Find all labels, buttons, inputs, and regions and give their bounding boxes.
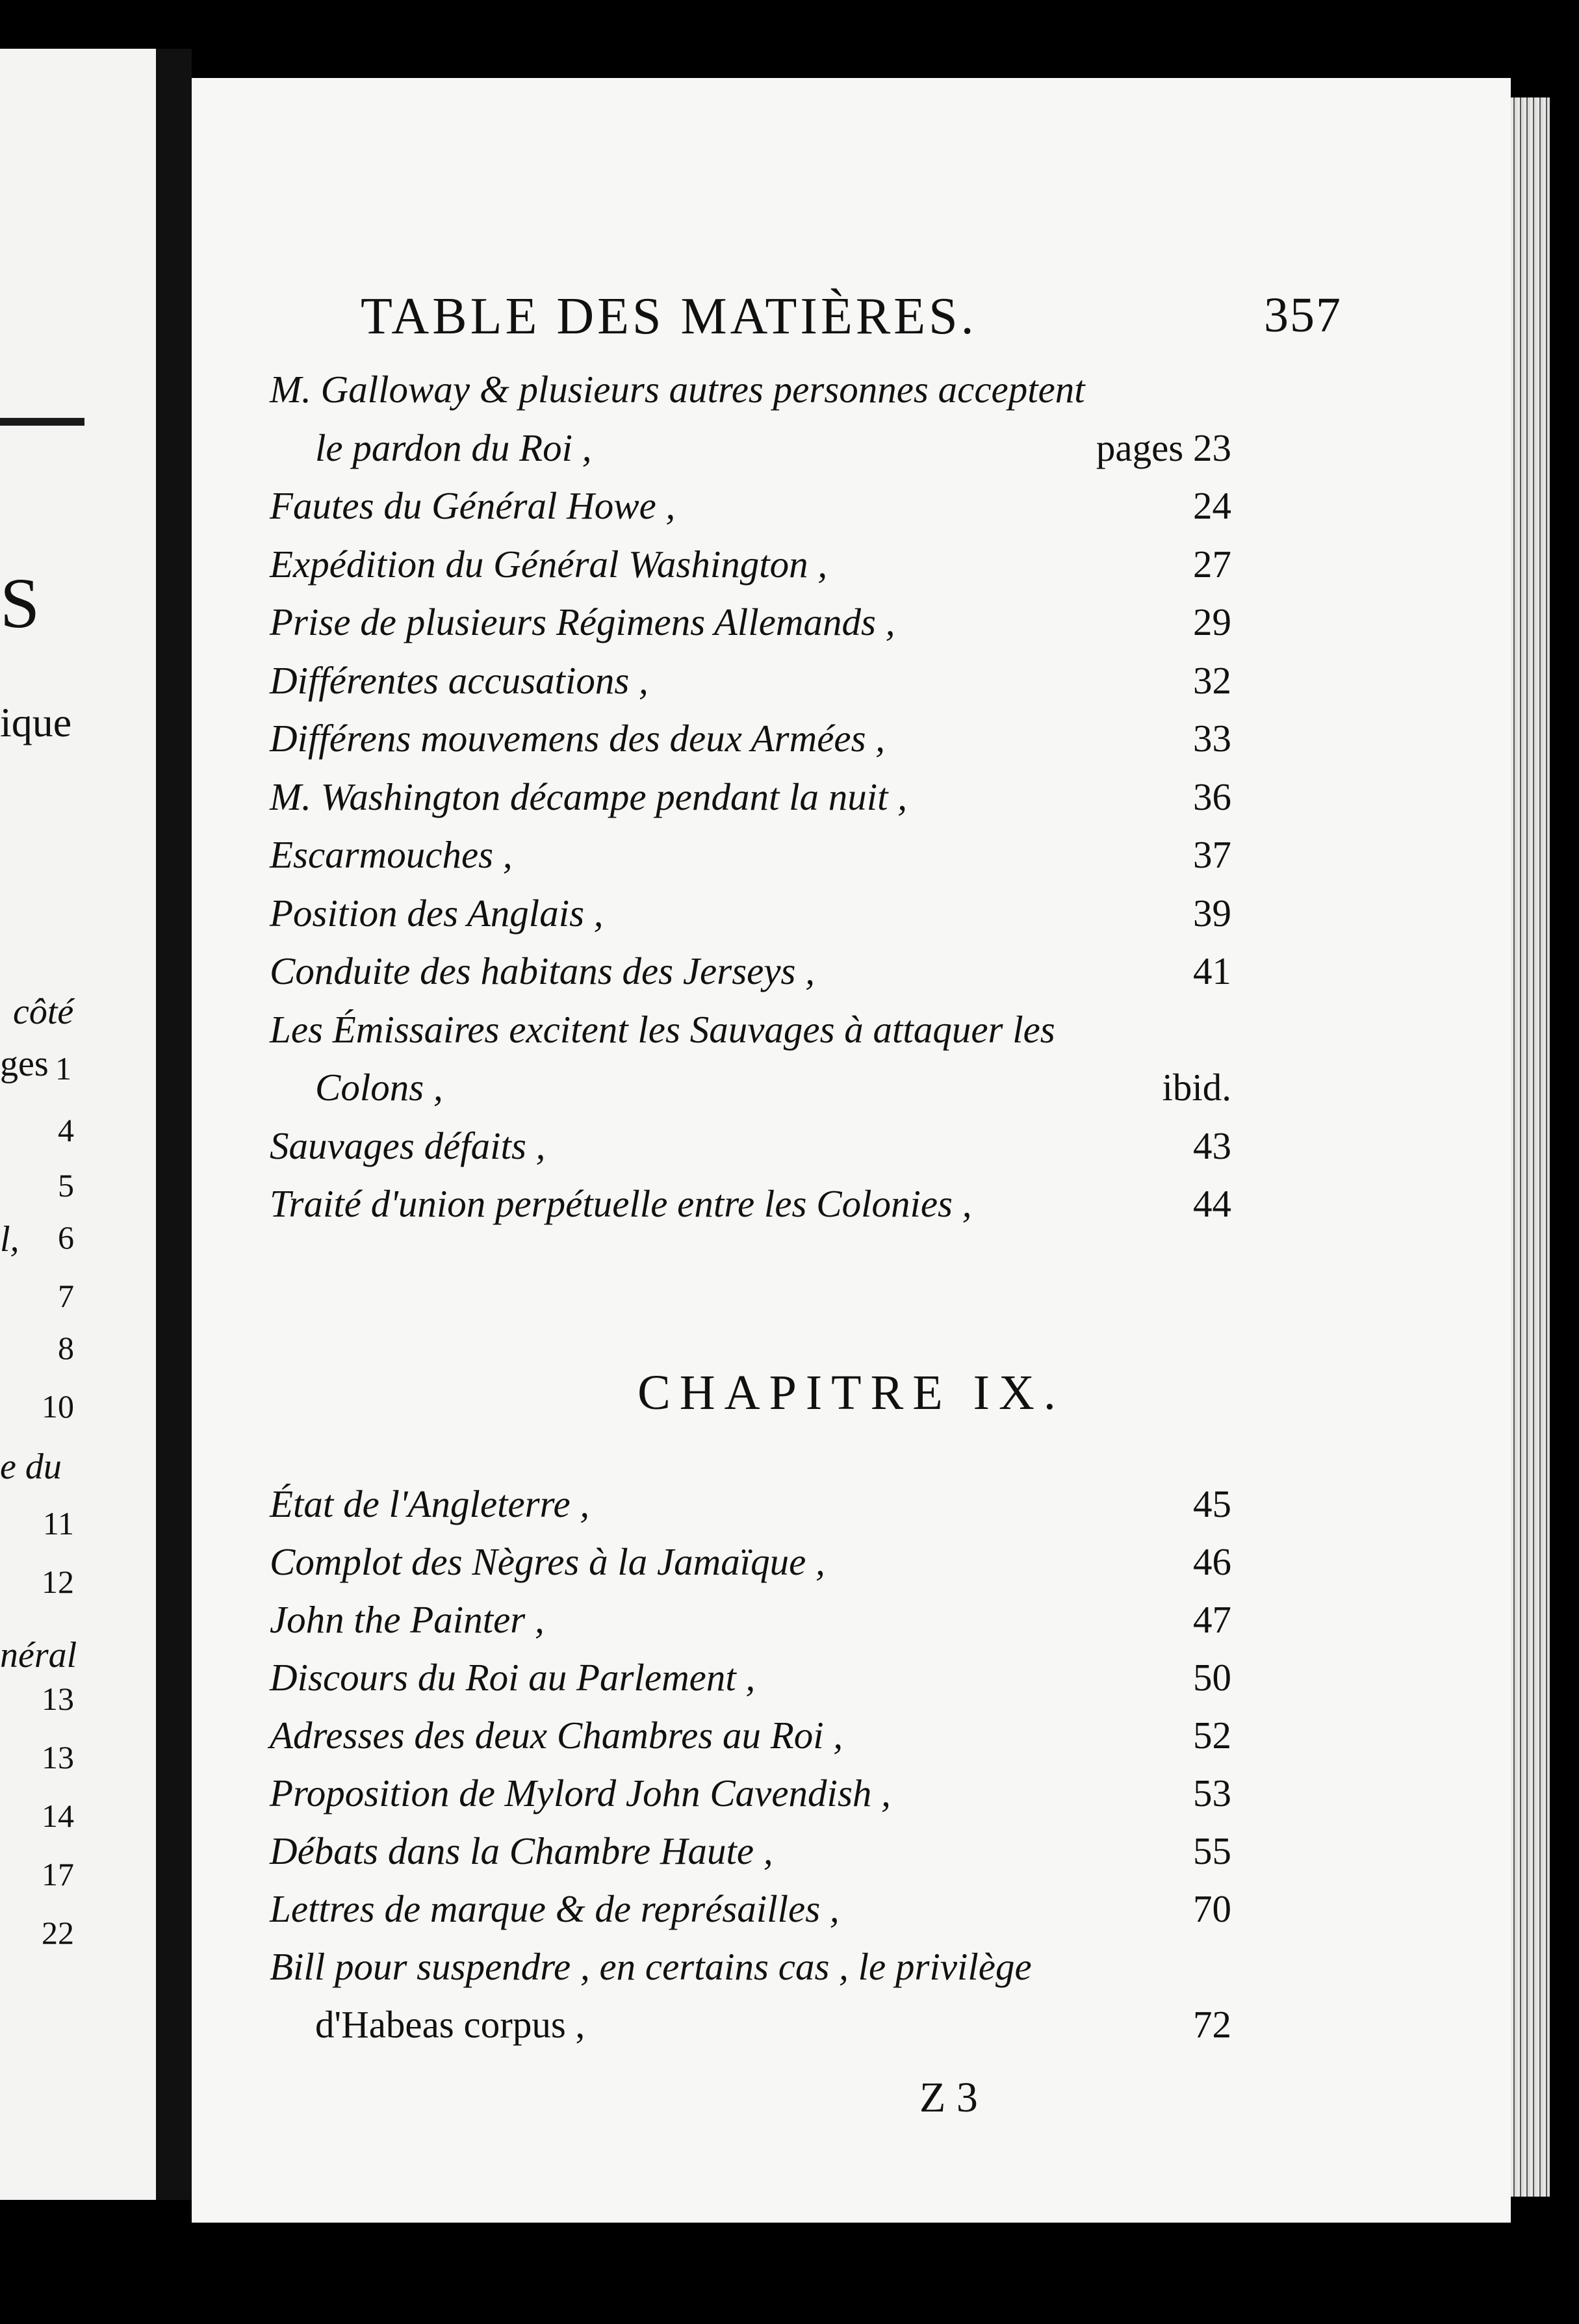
contents-entry bbox=[270, 1007, 1231, 1066]
left-page-number: 8 bbox=[58, 1330, 74, 1366]
contents-entry bbox=[270, 1771, 1231, 1829]
left-page-number: 4 bbox=[58, 1112, 74, 1148]
entry-title: le pardon du Roi , bbox=[315, 426, 592, 469]
entry-page: 33 bbox=[1193, 717, 1231, 760]
contents-entry bbox=[270, 1482, 1231, 1540]
entry-page: 70 bbox=[1193, 1887, 1231, 1930]
contents-entry bbox=[270, 1887, 1231, 1945]
left-page-number: 13 bbox=[42, 1739, 74, 1775]
left-page-number: 14 bbox=[42, 1798, 74, 1834]
contents-entry bbox=[270, 600, 1231, 658]
entry-title: Escarmouches , bbox=[270, 833, 513, 876]
left-fragment: ique bbox=[0, 699, 72, 745]
entry-page: 55 bbox=[1193, 1829, 1231, 1872]
entry-title: d'Habeas corpus , bbox=[315, 2003, 585, 2046]
entry-title: Colons , bbox=[315, 1066, 443, 1109]
entry-page: 36 bbox=[1193, 775, 1231, 818]
contents-entry bbox=[270, 1597, 1231, 1656]
contents-entry bbox=[270, 1829, 1231, 1887]
entry-page: 29 bbox=[1193, 600, 1231, 643]
chapter-heading: CHAPITRE IX. bbox=[637, 1365, 1065, 1420]
left-page-number: 12 bbox=[42, 1564, 74, 1600]
entry-title: Bill pour suspendre , en certains cas , le privilège bbox=[270, 1945, 1032, 1988]
entry-title: Lettres de marque & de représailles , bbox=[270, 1887, 840, 1930]
entry-page: 50 bbox=[1193, 1656, 1231, 1699]
entry-title: M. Washington décampe pendant la nuit , bbox=[270, 775, 908, 818]
entry-title: Adresses des deux Chambres au Roi , bbox=[270, 1714, 843, 1757]
entry-title: Sauvages défaits , bbox=[270, 1124, 546, 1167]
entry-title: Différentes accusations , bbox=[270, 658, 648, 702]
signature-mark: Z 3 bbox=[919, 2074, 978, 2121]
book-gutter bbox=[156, 49, 192, 2200]
left-page-number: 11 bbox=[42, 1505, 74, 1542]
entry-title: M. Galloway & plusieurs autres personnes acceptent bbox=[270, 368, 1085, 411]
left-fragment: S bbox=[0, 563, 40, 643]
left-page-number: 5 bbox=[58, 1167, 74, 1204]
entry-page: 37 bbox=[1193, 833, 1231, 876]
contents-entry bbox=[270, 1124, 1231, 1182]
entry-page: 39 bbox=[1193, 891, 1231, 935]
entry-title: John the Painter , bbox=[270, 1598, 545, 1641]
left-fragment: néral bbox=[0, 1635, 77, 1675]
contents-entry bbox=[270, 716, 1231, 775]
contents-entry bbox=[270, 2002, 1231, 2061]
contents-entry bbox=[270, 426, 1231, 484]
left-facing-page bbox=[0, 49, 156, 2200]
entry-page: 27 bbox=[1193, 542, 1231, 586]
entry-page: 41 bbox=[1193, 949, 1231, 992]
page-title: TABLE DES MATIÈRES. bbox=[361, 288, 977, 345]
entry-page: 24 bbox=[1193, 484, 1231, 527]
contents-entry bbox=[270, 1540, 1231, 1598]
entry-title: Expédition du Général Washington , bbox=[270, 542, 828, 586]
entry-title: Prise de plusieurs Régimens Allemands , bbox=[270, 600, 895, 643]
left-fragment: ges bbox=[0, 1044, 49, 1084]
entry-title: Les Émissaires excitent les Sauvages à attaquer les bbox=[270, 1007, 1055, 1051]
entry-page: 72 bbox=[1193, 2003, 1231, 2046]
entry-page: 52 bbox=[1193, 1714, 1231, 1757]
contents-entry bbox=[270, 1944, 1231, 2003]
left-fragment: e du bbox=[0, 1447, 62, 1487]
contents-entry bbox=[270, 1655, 1231, 1714]
entry-title: Complot des Nègres à la Jamaïque , bbox=[270, 1540, 825, 1583]
contents-entry bbox=[270, 833, 1231, 891]
entry-title: État de l'Angleterre , bbox=[270, 1482, 590, 1525]
contents-entry bbox=[270, 484, 1231, 542]
left-page-number: 10 bbox=[42, 1388, 74, 1425]
entry-title: Débats dans la Chambre Haute , bbox=[270, 1829, 773, 1872]
entry-page: 43 bbox=[1193, 1124, 1231, 1167]
entry-page: 47 bbox=[1193, 1598, 1231, 1641]
contents-entry bbox=[270, 949, 1231, 1007]
left-fragment: l, bbox=[0, 1219, 19, 1259]
entry-page: 32 bbox=[1193, 658, 1231, 702]
entry-title: Proposition de Mylord John Cavendish , bbox=[270, 1772, 891, 1814]
entry-page: 44 bbox=[1193, 1182, 1231, 1225]
left-page-number: 1 bbox=[55, 1050, 71, 1087]
page-edges bbox=[1511, 97, 1550, 2197]
entry-page: 53 bbox=[1193, 1772, 1231, 1814]
entry-page: 45 bbox=[1193, 1482, 1231, 1525]
left-page-number: 7 bbox=[58, 1278, 74, 1314]
entry-title: Position des Anglais , bbox=[270, 891, 604, 935]
left-page-number: 22 bbox=[42, 1915, 74, 1951]
left-page-number: 13 bbox=[42, 1681, 74, 1717]
contents-entry bbox=[270, 1181, 1231, 1240]
entry-title: Discours du Roi au Parlement , bbox=[270, 1656, 756, 1699]
contents-entry bbox=[270, 891, 1231, 949]
contents-entry bbox=[270, 542, 1231, 600]
contents-entry bbox=[270, 658, 1231, 717]
left-page-rule bbox=[0, 418, 84, 426]
entry-page: 46 bbox=[1193, 1540, 1231, 1583]
entry-title: Fautes du Général Howe , bbox=[270, 484, 676, 527]
left-fragment: côté bbox=[13, 992, 74, 1032]
contents-entry bbox=[270, 775, 1231, 833]
entry-title: Conduite des habitans des Jerseys , bbox=[270, 949, 815, 992]
contents-entry bbox=[270, 1065, 1231, 1124]
entry-title: Traité d'union perpétuelle entre les Colonies , bbox=[270, 1182, 972, 1225]
entry-title: Différens mouvemens des deux Armées , bbox=[270, 717, 886, 760]
left-page-number: 6 bbox=[58, 1219, 74, 1256]
right-page bbox=[192, 78, 1511, 2223]
entry-page: pages 23 bbox=[1096, 426, 1231, 469]
contents-entry bbox=[270, 1713, 1231, 1772]
contents-entry bbox=[270, 367, 1231, 426]
entry-page: ibid. bbox=[1162, 1066, 1231, 1109]
left-page-number: 17 bbox=[42, 1856, 74, 1892]
page-number: 357 bbox=[1264, 288, 1342, 342]
